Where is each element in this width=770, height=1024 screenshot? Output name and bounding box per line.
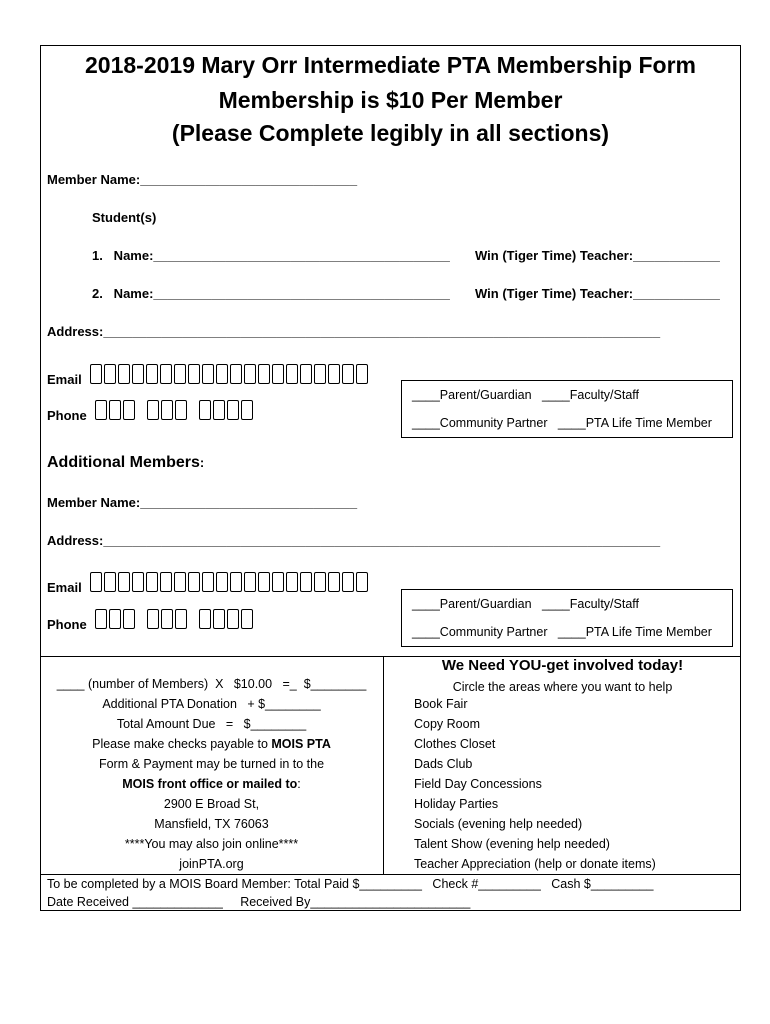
phone-label: Phone xyxy=(47,408,87,423)
volunteer-item-talent-show[interactable]: Talent Show (evening help needed) xyxy=(414,837,610,851)
divider-bottom xyxy=(40,874,741,875)
total-line[interactable]: Total Amount Due = $________ xyxy=(116,717,307,731)
checks-payable-text: Please make checks payable to MOIS PTA xyxy=(92,737,331,751)
volunteer-item-teacher-appreciation[interactable]: Teacher Appreciation (help or donate items) xyxy=(414,857,656,871)
city-address: Mansfield, TX 76063 xyxy=(154,817,269,831)
additional-phone-label: Phone xyxy=(47,617,87,632)
student2-teacher-field[interactable]: Win (Tiger Time) Teacher:____________ xyxy=(475,286,720,301)
volunteer-item-dads-club[interactable]: Dads Club xyxy=(414,757,473,771)
students-label: Student(s) xyxy=(92,210,157,225)
role-options xyxy=(401,380,733,438)
additional-role-row-1[interactable]: ____Parent/Guardian ____Faculty/Staff xyxy=(412,597,640,611)
additional-role-options xyxy=(401,589,733,647)
street-address: 2900 E Broad St, xyxy=(163,797,260,811)
volunteer-item-book-fair[interactable]: Book Fair xyxy=(414,697,468,711)
form-title: 2018-2019 Mary Orr Intermediate PTA Membership Form xyxy=(85,52,696,78)
donation-line[interactable]: Additional PTA Donation + $________ xyxy=(102,697,321,711)
additional-role-row-2[interactable]: ____Community Partner ____PTA Life Time Member xyxy=(412,625,712,639)
volunteer-item-copy-room[interactable]: Copy Room xyxy=(414,717,480,731)
additional-email-boxes[interactable] xyxy=(90,572,370,597)
member-name-field[interactable]: Member Name:______________________________ xyxy=(47,172,358,187)
volunteer-heading: We Need YOU-get involved today! xyxy=(441,657,684,674)
volunteer-item-clothes-closet[interactable]: Clothes Closet xyxy=(414,737,496,751)
email-boxes[interactable] xyxy=(90,364,370,389)
volunteer-item-holiday-parties[interactable]: Holiday Parties xyxy=(414,797,499,811)
online-join-text: ****You may also join online**** xyxy=(124,837,299,851)
phone-boxes[interactable] xyxy=(95,400,255,425)
additional-members-heading: Additional Members: xyxy=(47,454,205,471)
additional-email-label: Email xyxy=(47,580,82,595)
turned-in-text: Form & Payment may be turned in to the xyxy=(98,757,325,771)
role-row-2[interactable]: ____Community Partner ____PTA Life Time Member xyxy=(412,416,712,430)
office-text: MOIS front office or mailed to: xyxy=(122,777,301,791)
volunteer-item-field-day[interactable]: Field Day Concessions xyxy=(414,777,542,791)
form-subtitle-price: Membership is $10 Per Member xyxy=(218,87,563,113)
members-count-line[interactable]: ____ (number of Members) X $10.00 =_ $________ xyxy=(56,677,367,691)
student1-name-field[interactable]: 1. Name:_________________________________________ xyxy=(92,248,450,263)
address-field[interactable]: Address:_____________________________________________________________________________ xyxy=(47,324,661,339)
email-label: Email xyxy=(47,372,82,387)
student1-teacher-field[interactable]: Win (Tiger Time) Teacher:____________ xyxy=(475,248,720,263)
additional-phone-boxes[interactable] xyxy=(95,609,255,634)
role-row-1[interactable]: ____Parent/Guardian ____Faculty/Staff xyxy=(412,388,640,402)
board-line-2[interactable]: Date Received _____________ Received By_______________________ xyxy=(47,895,471,909)
volunteer-subheading: Circle the areas where you want to help xyxy=(452,680,673,694)
additional-address-field[interactable]: Address:_____________________________________________________________________________ xyxy=(47,533,661,548)
join-pta-site: joinPTA.org xyxy=(179,857,244,871)
board-line-1[interactable]: To be completed by a MOIS Board Member: Total Paid $_________ Check #_________ Cash $_________ xyxy=(47,877,654,891)
volunteer-item-socials[interactable]: Socials (evening help needed) xyxy=(414,817,583,831)
student2-name-field[interactable]: 2. Name:_________________________________________ xyxy=(92,286,450,301)
form-instructions: (Please Complete legibly in all sections) xyxy=(171,120,610,146)
additional-member-name-field[interactable]: Member Name:______________________________ xyxy=(47,495,358,510)
